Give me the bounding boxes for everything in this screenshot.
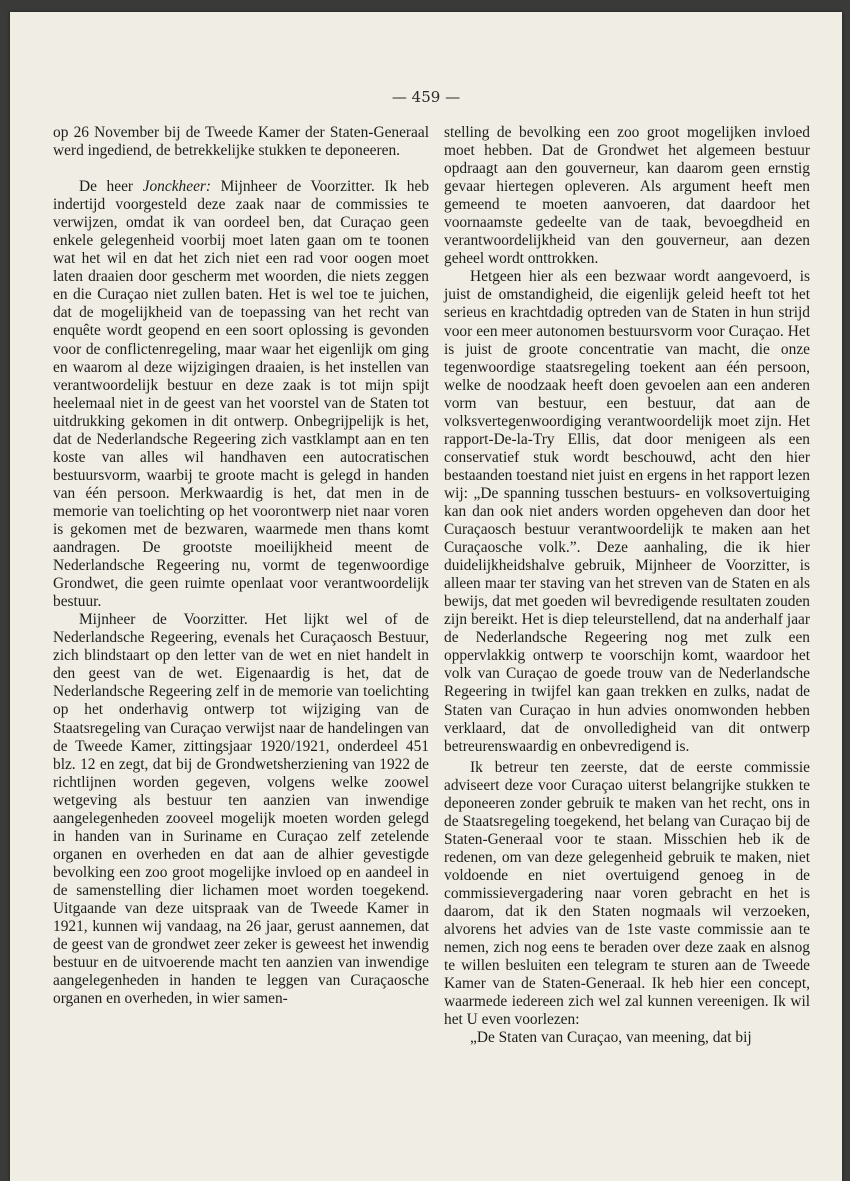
right-column — [444, 124, 810, 1047]
left-column — [53, 124, 429, 1008]
paragraph-body: Mijnheer de Voorzitter. Ik heb indertijd voorgesteld deze zaak naar de commissies te verwijzen, omdat ik van oordeel ben, dat Curaçao geen enkele gelegenheid voorbij moet laten gaan om te toonen wat het wil en dat het zich niet een rad voor oogen moet laten draaien door gescherm met woorden, die niets zeggen en die Curaçao niet zullen baten. Het is wel toe te juichen, dat de mogelijkheid van de toepassing van het recht van enquête wordt geopend en een soort oplossing is gevonden voor de conflictenregeling, maar waar het eigenlijk om ging en waarom al deze wijzigingen draaien, is het instellen van verantwoordelijk bestuur en deze zaak is tot mijn spijt heelemaal niet in de geest van het voorstel van de Staten tot uitdrukking gekomen in dit ontwerp. Onbegrijpelijk is het, dat de Nederlandsche Regeering zich vastklampt aan en ten koste van alles wil handhaven een autocratischen bestuursvorm, waarbij te groote macht is gelegd in handen van één persoon. Merkwaardig is het, dat men in de memorie van toelichting op het voorontwerp niet naar voren is gekomen met de bezwaren, waarmede men thans komt aandragen. De grootste moeilijkheid meent de Nederlandsche Regeering nu, vormt de tegenwoordige Grondwet, die geen ruimte openlaat voor verantwoordelijk bestuur. — [53, 178, 430, 611]
page-number: — 459 — — [391, 88, 461, 106]
document-page — [10, 12, 842, 1181]
paragraph: Hetgeen hier als een bezwaar wordt aangevoerd, is juist de omstandigheid, die eigenlijk geleid heeft tot het serieus en krachtdadig optreden van de Staten in hun strijd voor een meer autonomen bestuursvorm voor Curaçao. Het is juist de groote concentratie van macht, die onze tegenwoordige staatsregeling toekent aan één persoon, welke de noodzaak heeft doen gevoelen aan een anderen vorm van bestuur, een bestuur, dat aan de volksvertegenwoordiging verantwoordelijk moet zijn. Het rapport-De-la-Try Ellis, dat door menigeen als een conservatief stuk wordt beschouwd, acht den hier bestaanden toestand niet juist en ergens in het rapport lezen wij: „De spanning tusschen bestuurs- en volksovertuiging kan dan ook niet anders worden opgeheven dan door het Curaçaosch bestuur verantwoordelijk te maken aan het Curaçaosche volk.”. Deze aanhaling, die ik hier duidelijkheidshalve gebruik, Mijnheer de Voorzitter, is alleen maar ter staving van het streven van de Staten en als bewijs, dat met goeden wil bevredigende resultaten zouden zijn bereikt. Het is diep teleurstellend, dat na anderhalf jaar de Nederlandsche Regeering nog met zulk een oppervlakkig ontwerp te voorschijn komt, waardoor het volk van Curaçao de goede trouw van de Nederlandsche Regeering in twijfel kan gaan trekken en zulks, nadat de Staten van Curaçao in hun advies onomwonden hebben verklaard, dat de onvolledigheid van dit ontwerp betreurenswaardig en onbevredigend is. — [444, 268, 810, 755]
paragraph: Ik betreur ten zeerste, dat de eerste commissie adviseert deze voor Curaçao uiterst belangrijke stukken te deponeeren zonder gebruik te maken van het recht, ons in de Staatsregeling toegekend, het belang van Curaçao bij de Staten-Generaal voor te staan. Misschien heb ik de redenen, om van deze gelegenheid gebruik te maken, niet voldoende en niet overtuigend genoeg in de commissievergadering naar voren gebracht en het is daarom, dat ik den Staten nogmaals wil verzoeken, alvorens het advies van de 1ste vaste commissie aan te nemen, zich nog eens te beraden over deze zaak en alsnog te willen besluiten een telegram te sturen aan de Tweede Kamer van de Staten-Generaal. Ik heb hier een concept, waarmede iedereen zich wel zal kunnen vereenigen. Ik wil het U even voorlezen: — [444, 758, 810, 1029]
paragraph: „De Staten van Curaçao, van meening, dat bij — [470, 1029, 752, 1047]
speaker-name: Jonckheer: — [142, 178, 212, 196]
paragraph: stelling de bevolking een zoo groot mogelijken invloed moet hebben. Dat de Grondwet het algemeen bestuur opdraagt aan den gouverneur, kan daarom geen ernstig gevaar hiertegen opleveren. Als argument heeft men gemeend te moeten aanvoeren, dat daardoor het voornaamste gedeelte van de taak, bevoegdheid en verantwoordelijkheid van den gouverneur, aan dezen geheel wordt onttrokken. — [444, 124, 810, 268]
paragraph-lead: De heer — [79, 178, 143, 196]
paragraph: Mijnheer de Voorzitter. Het lijkt wel of de Nederlandsche Regeering, evenals het Curaçaosch Bestuur, zich blindstaart op den letter van de wet en niet handelt in den geest van de wet. Eigenaardig is het, dat de Nederlandsche Regeering zelf in de memorie van toelichting op het onderhavig ontwerp tot wijziging van de Staatsregeling van Curaçao verwijst naar de handelingen van de Tweede Kamer, zittingsjaar 1920/1921, onderdeel 451 blz. 12 en zegt, dat bij de Grondwetsherziening van 1922 de richtlijnen worden gegeven, volgens welke zoowel wetgeving als bestuur ten aanzien van inwendige aangelegenheden zooveel mogelijk moeten worden gelegd in handen van in Suriname en Curaçao zelf zetelende organen en overheden en dat aan de alhier gevestigde bevolking een zoo groot mogelijke invloed op en aandeel in de samenstelling dier lichamen moet worden toegekend. Uitgaande van deze uitspraak van de Tweede Kamer in 1921, kunnen wij vandaag, na 26 jaar, gerust aannemen, dat de geest van de grondwet zeer zeker is geweest het inwendig bestuur en de uitvoerende macht ten aanzien van inwendige aangelegenheden in handen te leggen van Curaçaosche organen en overheden, in wier samen- — [53, 611, 429, 1008]
paragraph: op 26 November bij de Tweede Kamer der Staten-Generaal werd ingediend, de betrekkelijke stukken te deponeeren. — [53, 124, 429, 160]
paragraph — [53, 178, 429, 611]
